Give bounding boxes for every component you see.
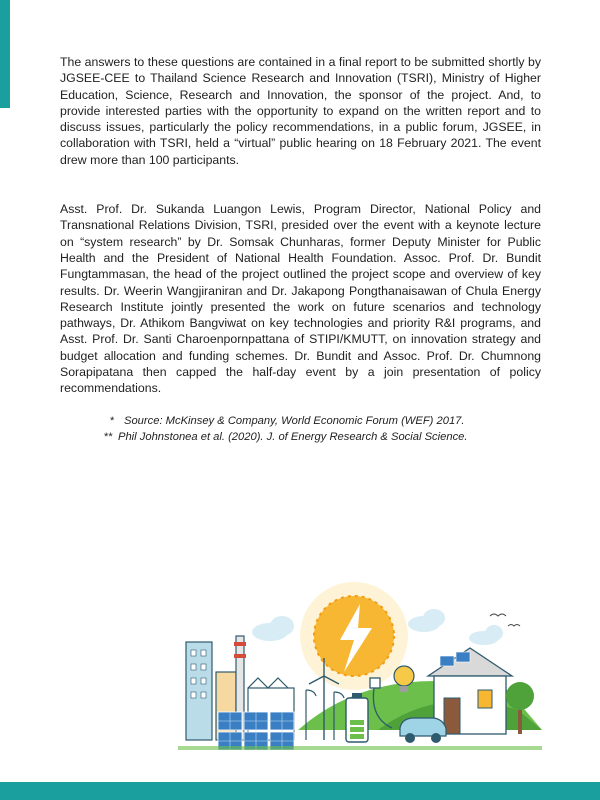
birds-icon <box>490 614 520 626</box>
footnotes <box>104 413 541 445</box>
electric-car-icon <box>400 718 446 743</box>
article-body <box>60 54 541 445</box>
paragraph-intro: The answers to these questions are contained in a final report to be submitted shortly by JGSEE-CEE to Thailand Science Research and Innovation (TSRI), Ministry of Higher Education, Science, Research and Innovation, the sponsor of the project. And, to provide interested parties with the opportunity to expand on the written report and to discuss issues, particularly the policy recommendations, in a public forum, JGSEE, in collaboration with TSRI, held a “virtual” public hearing on 18 February 2021. The event drew more than 100 participants. <box>60 55 541 167</box>
footnote-1-text: Source: McKinsey & Company, World Economic Forum (WEF) 2017. <box>124 414 465 427</box>
renewable-energy-city-illustration <box>178 580 542 782</box>
footnote-2 <box>104 429 541 445</box>
footnote-1-mark: * <box>110 414 115 427</box>
footnote-2-mark: ** <box>104 430 113 443</box>
footnote-2-text: Phil Johnstonea et al. (2020). J. of Energy Research & Social Science. <box>118 430 468 443</box>
left-accent-bar <box>0 0 10 108</box>
footnote-1 <box>104 413 541 429</box>
battery-icon <box>346 693 368 742</box>
ground-line <box>178 746 542 750</box>
bottom-accent-bar <box>0 782 600 800</box>
paragraph-event: Asst. Prof. Dr. Sukanda Luangon Lewis, Program Director, National Policy and Transnational Relations Division, TSRI, presided over the event with a keynote lecture on “system research” by Dr. Somsak Chunharas, former Deputy Minister for Public Health and the President of National Health Foundation. Assoc. Prof. Dr. Bundit Fungtammasan, the head of the project outlined the project scope and overview of key results. Dr. Weerin Wangjiraniran and Dr. Jakapong Pongthanaisawan of Chula Energy Research Institute jointly presented the work on future scenarios and technology pathways, Dr. Athikom Bangviwat on key technologies and priority R&I programs, and Asst. Prof. Dr. Santi Charoenpornpattana of STIPI/KMUTT, on innovation strategy and budget allocation and funding schemes. Dr. Bundit and Assoc. Prof. Dr. Chumnong Sorapipatana then capped the half-day event by a join presentation of policy recommendations. <box>60 202 541 396</box>
